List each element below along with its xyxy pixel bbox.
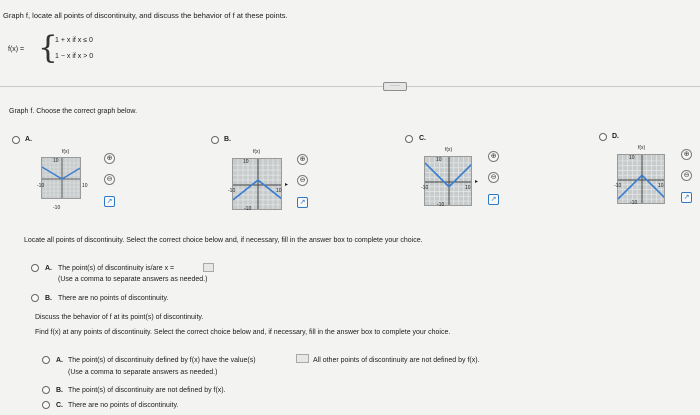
graph-c-zoom-out-icon[interactable]: ⊖ <box>488 172 499 183</box>
graph-b-tick-left: -10 <box>228 188 236 194</box>
graph-d-tick-bottom: -10 <box>630 200 638 206</box>
behavior-choice-b-radio[interactable] <box>42 386 50 394</box>
graph-b-zoom-in-icon[interactable]: ⊕ <box>297 154 308 165</box>
behavior-choice-c-text: There are no points of discontinuity. <box>68 402 179 409</box>
question-prompt: Graph f, locate all points of discontinuity, and discuss the behavior of f at these points. <box>3 11 288 20</box>
behavior-choice-a-letter: A. <box>56 357 63 364</box>
discontinuity-choice-b-text: There are no points of discontinuity. <box>58 295 169 302</box>
behavior-answer-input[interactable] <box>296 354 309 363</box>
graph-b-tick-right: 10 <box>276 188 282 194</box>
discontinuity-answer-input[interactable] <box>203 263 214 272</box>
graph-option-d-radio[interactable] <box>599 133 607 141</box>
behavior-choice-a-text: The point(s) of discontinuity defined by f(x) have the value(s) <box>68 357 256 364</box>
discontinuity-choice-a-hint: (Use a comma to separate answers as needed.) <box>58 276 208 283</box>
graph-option-a-radio[interactable] <box>12 136 20 144</box>
behavior-choice-a-hint: (Use a comma to separate answers as needed.) <box>68 369 218 376</box>
graph-option-c-radio[interactable] <box>405 135 413 143</box>
graph-d-tick-left: -10 <box>614 183 622 189</box>
graph-d-tick-right: 10 <box>658 183 664 189</box>
graph-b-tick-bottom: -10 <box>244 206 252 212</box>
graph-a-zoom-out-icon[interactable]: ⊖ <box>104 174 115 185</box>
more-button[interactable]: ····· <box>383 82 407 91</box>
graph-b-zoom-out-icon[interactable]: ⊖ <box>297 175 308 186</box>
graph-d-zoom-out-icon[interactable]: ⊖ <box>681 170 692 181</box>
graph-d-tick-top: 10 <box>629 155 635 161</box>
graph-option-d <box>617 154 665 204</box>
behavior-choice-c-radio[interactable] <box>42 401 50 409</box>
graph-b-tick-top: 10 <box>243 159 249 165</box>
discontinuity-choice-a-text: The point(s) of discontinuity is/are x = <box>58 265 175 272</box>
discontinuity-choice-a-radio[interactable] <box>31 264 39 272</box>
graph-c-popout-icon[interactable]: ↗ <box>488 194 499 205</box>
behavior-choice-a-radio[interactable] <box>42 356 50 364</box>
behavior-choice-a-suffix: All other points of discontinuity are not defined by f(x). <box>313 357 480 364</box>
graph-c-tick-top: 10 <box>436 157 442 163</box>
graph-a-tick-right: 10 <box>82 183 88 189</box>
graph-a-tick-top: 10 <box>53 158 59 164</box>
graph-c-tick-left: -10 <box>421 185 429 191</box>
graph-a-tick-left: -10 <box>37 183 45 189</box>
graph-c-x-arrow: ▸ <box>475 179 479 185</box>
graph-c-axis-label: f(x) <box>445 147 453 153</box>
discontinuity-choice-a-letter: A. <box>45 265 52 272</box>
behavior-choice-b-text: The point(s) of discontinuity are not defined by f(x). <box>68 387 226 394</box>
graph-a-popout-icon[interactable]: ↗ <box>104 196 115 207</box>
graph-a-zoom-in-icon[interactable]: ⊕ <box>104 153 115 164</box>
graph-option-c <box>424 156 472 206</box>
graph-a-axis-label: f(x) <box>62 149 70 155</box>
graph-d-zoom-in-icon[interactable]: ⊕ <box>681 149 692 160</box>
graph-b-axis-label: f(x) <box>253 149 261 155</box>
discontinuity-choice-b-radio[interactable] <box>31 294 39 302</box>
graph-d-axis-label: f(x) <box>638 145 646 151</box>
behavior-prompt: Find f(x) at any points of discontinuity. Select the correct choice below and, if necessary, fill in the answer box to complete your choice. <box>35 329 451 336</box>
discontinuity-prompt: Locate all points of discontinuity. Select the correct choice below and, if necessary, fill in the answer box to complete your choice. <box>24 237 423 244</box>
graph-option-a-letter: A. <box>25 136 32 143</box>
graph-option-c-letter: C. <box>419 135 426 142</box>
graph-c-tick-bottom: -10 <box>437 202 445 208</box>
graph-a-tick-bottom: -10 <box>53 205 61 211</box>
graph-b-popout-icon[interactable]: ↗ <box>297 197 308 208</box>
piecewise-brace: { <box>38 30 58 66</box>
behavior-choice-c-letter: C. <box>56 402 63 409</box>
function-case-1: 1 + x if x ≤ 0 <box>55 37 93 44</box>
graph-option-b <box>232 158 282 210</box>
discontinuity-choice-b-letter: B. <box>45 295 52 302</box>
graph-d-popout-icon[interactable]: ↗ <box>681 192 692 203</box>
graph-option-b-radio[interactable] <box>211 136 219 144</box>
graph-c-tick-right: 10 <box>465 185 471 191</box>
graph-option-a <box>41 157 81 199</box>
graph-c-zoom-in-icon[interactable]: ⊕ <box>488 151 499 162</box>
graph-prompt: Graph f. Choose the correct graph below. <box>9 108 138 115</box>
section-divider <box>0 86 700 87</box>
graph-option-d-letter: D. <box>612 133 619 140</box>
graph-option-b-letter: B. <box>224 136 231 143</box>
behavior-choice-b-letter: B. <box>56 387 63 394</box>
graph-b-x-arrow: ▸ <box>285 182 289 188</box>
function-case-2: 1 − x if x > 0 <box>55 53 94 60</box>
behavior-heading: Discuss the behavior of f at its point(s) of discontinuity. <box>35 314 204 321</box>
function-name: f(x) = <box>8 46 25 53</box>
